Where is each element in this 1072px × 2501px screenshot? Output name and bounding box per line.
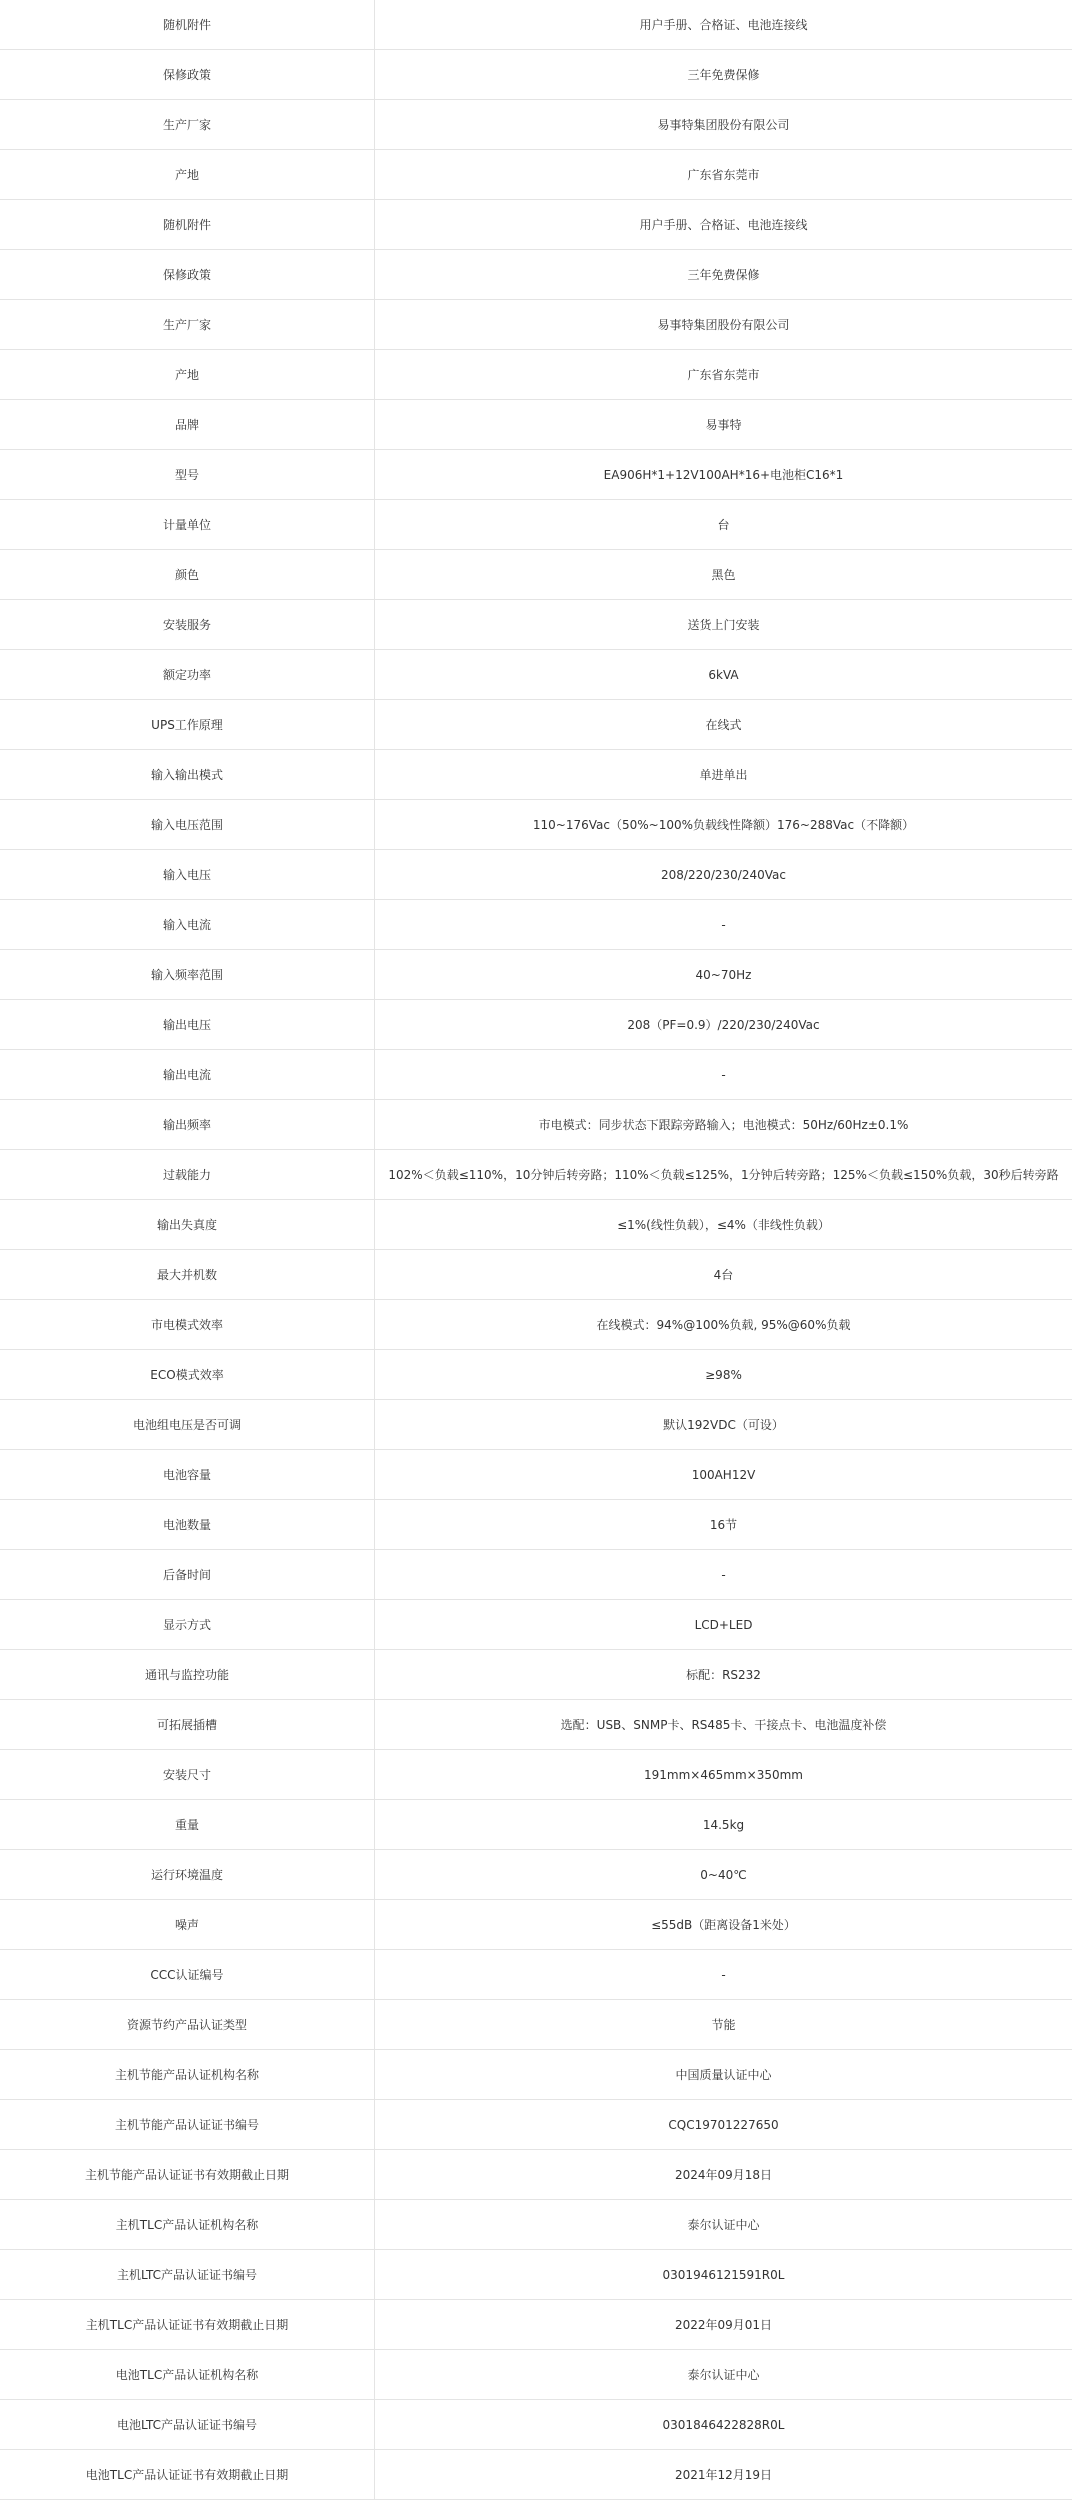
spec-label: 资源节约产品认证类型 xyxy=(0,2000,375,2050)
spec-row xyxy=(0,150,1072,200)
spec-value: 易事特 xyxy=(375,400,1072,450)
spec-value: 节能 xyxy=(375,2000,1072,2050)
spec-label: ECO模式效率 xyxy=(0,1350,375,1400)
spec-label: 显示方式 xyxy=(0,1600,375,1650)
spec-row xyxy=(0,500,1072,550)
spec-value: LCD+LED xyxy=(375,1600,1072,1650)
spec-label: 生产厂家 xyxy=(0,100,375,150)
spec-row xyxy=(0,900,1072,950)
spec-value: 4台 xyxy=(375,1250,1072,1300)
spec-row xyxy=(0,2450,1072,2500)
spec-row xyxy=(0,2350,1072,2400)
spec-row xyxy=(0,650,1072,700)
spec-value: 0301846422828R0L xyxy=(375,2400,1072,2450)
spec-value: 2021年12月19日 xyxy=(375,2450,1072,2500)
spec-value: 208（PF=0.9）/220/230/240Vac xyxy=(375,1000,1072,1050)
spec-value: 易事特集团股份有限公司 xyxy=(375,300,1072,350)
spec-row xyxy=(0,700,1072,750)
spec-label: 可拓展插槽 xyxy=(0,1700,375,1750)
spec-label: 安装服务 xyxy=(0,600,375,650)
spec-label: 运行环境温度 xyxy=(0,1850,375,1900)
spec-value: 台 xyxy=(375,500,1072,550)
spec-label: 生产厂家 xyxy=(0,300,375,350)
spec-value: 110~176Vac（50%~100%负载线性降额）176~288Vac（不降额） xyxy=(375,800,1072,850)
spec-label: 主机TLC产品认证机构名称 xyxy=(0,2200,375,2250)
spec-row xyxy=(0,1000,1072,1050)
spec-label: 输入电压 xyxy=(0,850,375,900)
spec-row xyxy=(0,1350,1072,1400)
spec-value: 0301946121591R0L xyxy=(375,2250,1072,2300)
spec-label: 主机TLC产品认证证书有效期截止日期 xyxy=(0,2300,375,2350)
spec-value: 三年免费保修 xyxy=(375,50,1072,100)
spec-row xyxy=(0,1050,1072,1100)
spec-value: 102%＜负载≤110%，10分钟后转旁路；110%＜负载≤125%，1分钟后转旁路；125%＜负载≤150%负载，30秒后转旁路 xyxy=(375,1150,1072,1200)
spec-row xyxy=(0,400,1072,450)
spec-label: 主机节能产品认证证书有效期截止日期 xyxy=(0,2150,375,2200)
spec-label: 输入电压范围 xyxy=(0,800,375,850)
spec-label: 型号 xyxy=(0,450,375,500)
spec-row xyxy=(0,50,1072,100)
spec-value: 191mm×465mm×350mm xyxy=(375,1750,1072,1800)
spec-value: 100AH12V xyxy=(375,1450,1072,1500)
spec-row xyxy=(0,1500,1072,1550)
spec-row xyxy=(0,1700,1072,1750)
spec-row xyxy=(0,350,1072,400)
spec-row xyxy=(0,1300,1072,1350)
spec-label: 随机附件 xyxy=(0,200,375,250)
spec-row xyxy=(0,600,1072,650)
spec-row xyxy=(0,200,1072,250)
spec-label: 后备时间 xyxy=(0,1550,375,1600)
spec-row xyxy=(0,1900,1072,1950)
spec-label: 主机节能产品认证机构名称 xyxy=(0,2050,375,2100)
spec-label: UPS工作原理 xyxy=(0,700,375,750)
spec-label: 噪声 xyxy=(0,1900,375,1950)
spec-value: - xyxy=(375,1050,1072,1100)
spec-value: ≥98% xyxy=(375,1350,1072,1400)
spec-value: 送货上门安装 xyxy=(375,600,1072,650)
spec-label: 输入频率范围 xyxy=(0,950,375,1000)
spec-value: 在线模式：94%@100%负载, 95%@60%负载 xyxy=(375,1300,1072,1350)
spec-label: 额定功率 xyxy=(0,650,375,700)
spec-row xyxy=(0,1650,1072,1700)
spec-label: 计量单位 xyxy=(0,500,375,550)
spec-value: ≤55dB（距离设备1米处） xyxy=(375,1900,1072,1950)
spec-row xyxy=(0,1850,1072,1900)
spec-label: 颜色 xyxy=(0,550,375,600)
spec-row xyxy=(0,2200,1072,2250)
spec-label: 电池TLC产品认证机构名称 xyxy=(0,2350,375,2400)
spec-label: 过载能力 xyxy=(0,1150,375,1200)
spec-value: 三年免费保修 xyxy=(375,250,1072,300)
spec-value: 16节 xyxy=(375,1500,1072,1550)
spec-row xyxy=(0,1750,1072,1800)
spec-value: 208/220/230/240Vac xyxy=(375,850,1072,900)
spec-label: 随机附件 xyxy=(0,0,375,50)
spec-label: 安装尺寸 xyxy=(0,1750,375,1800)
spec-row xyxy=(0,550,1072,600)
spec-label: 输入输出模式 xyxy=(0,750,375,800)
spec-label: 主机LTC产品认证证书编号 xyxy=(0,2250,375,2300)
spec-value: 0~40℃ xyxy=(375,1850,1072,1900)
spec-label: 产地 xyxy=(0,350,375,400)
spec-value: 选配：USB、SNMP卡、RS485卡、干接点卡、电池温度补偿 xyxy=(375,1700,1072,1750)
spec-value: 在线式 xyxy=(375,700,1072,750)
spec-row xyxy=(0,1400,1072,1450)
spec-label: 主机节能产品认证证书编号 xyxy=(0,2100,375,2150)
spec-label: 电池数量 xyxy=(0,1500,375,1550)
spec-row xyxy=(0,1250,1072,1300)
spec-value: 40~70Hz xyxy=(375,950,1072,1000)
spec-label: CCC认证编号 xyxy=(0,1950,375,2000)
spec-row xyxy=(0,1600,1072,1650)
spec-label: 电池TLC产品认证证书有效期截止日期 xyxy=(0,2450,375,2500)
spec-label: 产地 xyxy=(0,150,375,200)
spec-row xyxy=(0,450,1072,500)
spec-label: 电池组电压是否可调 xyxy=(0,1400,375,1450)
spec-row xyxy=(0,850,1072,900)
spec-row xyxy=(0,2100,1072,2150)
spec-label: 电池LTC产品认证证书编号 xyxy=(0,2400,375,2450)
spec-row xyxy=(0,250,1072,300)
spec-value: 6kVA xyxy=(375,650,1072,700)
spec-value: CQC19701227650 xyxy=(375,2100,1072,2150)
spec-row xyxy=(0,2300,1072,2350)
spec-value: 默认192VDC（可设） xyxy=(375,1400,1072,1450)
spec-row xyxy=(0,1550,1072,1600)
spec-value: 14.5kg xyxy=(375,1800,1072,1850)
spec-label: 电池容量 xyxy=(0,1450,375,1500)
spec-label: 输出频率 xyxy=(0,1100,375,1150)
spec-label: 重量 xyxy=(0,1800,375,1850)
spec-value: 泰尔认证中心 xyxy=(375,2350,1072,2400)
spec-value: 标配：RS232 xyxy=(375,1650,1072,1700)
spec-value: ≤1%(线性负载），≤4%（非线性负载） xyxy=(375,1200,1072,1250)
spec-value: 广东省东莞市 xyxy=(375,350,1072,400)
spec-row xyxy=(0,100,1072,150)
spec-row xyxy=(0,2400,1072,2450)
spec-label: 保修政策 xyxy=(0,50,375,100)
spec-row xyxy=(0,1800,1072,1850)
spec-row xyxy=(0,2150,1072,2200)
spec-row xyxy=(0,1950,1072,2000)
spec-value: 2022年09月01日 xyxy=(375,2300,1072,2350)
spec-value: 广东省东莞市 xyxy=(375,150,1072,200)
spec-row xyxy=(0,950,1072,1000)
spec-row xyxy=(0,1200,1072,1250)
spec-label: 输入电流 xyxy=(0,900,375,950)
spec-row xyxy=(0,800,1072,850)
spec-row xyxy=(0,1100,1072,1150)
spec-value: - xyxy=(375,1550,1072,1600)
spec-label: 输出电流 xyxy=(0,1050,375,1100)
spec-row xyxy=(0,2000,1072,2050)
spec-value: 单进单出 xyxy=(375,750,1072,800)
spec-value: 泰尔认证中心 xyxy=(375,2200,1072,2250)
spec-label: 输出电压 xyxy=(0,1000,375,1050)
spec-label: 保修政策 xyxy=(0,250,375,300)
spec-label: 最大并机数 xyxy=(0,1250,375,1300)
spec-value: 2024年09月18日 xyxy=(375,2150,1072,2200)
spec-value: 黑色 xyxy=(375,550,1072,600)
spec-label: 输出失真度 xyxy=(0,1200,375,1250)
spec-row xyxy=(0,2050,1072,2100)
spec-row xyxy=(0,750,1072,800)
spec-label: 品牌 xyxy=(0,400,375,450)
spec-value: 中国质量认证中心 xyxy=(375,2050,1072,2100)
spec-value: 用户手册、合格证、电池连接线 xyxy=(375,200,1072,250)
spec-row xyxy=(0,1150,1072,1200)
spec-label: 市电模式效率 xyxy=(0,1300,375,1350)
spec-row xyxy=(0,2250,1072,2300)
spec-value: 易事特集团股份有限公司 xyxy=(375,100,1072,150)
spec-row xyxy=(0,300,1072,350)
spec-value: 用户手册、合格证、电池连接线 xyxy=(375,0,1072,50)
spec-label: 通讯与监控功能 xyxy=(0,1650,375,1700)
spec-value: - xyxy=(375,1950,1072,2000)
spec-value: 市电模式：同步状态下跟踪旁路输入；电池模式：50Hz/60Hz±0.1% xyxy=(375,1100,1072,1150)
spec-value: EA906H*1+12V100AH*16+电池柜C16*1 xyxy=(375,450,1072,500)
spec-row xyxy=(0,0,1072,50)
spec-value: - xyxy=(375,900,1072,950)
spec-row xyxy=(0,1450,1072,1500)
